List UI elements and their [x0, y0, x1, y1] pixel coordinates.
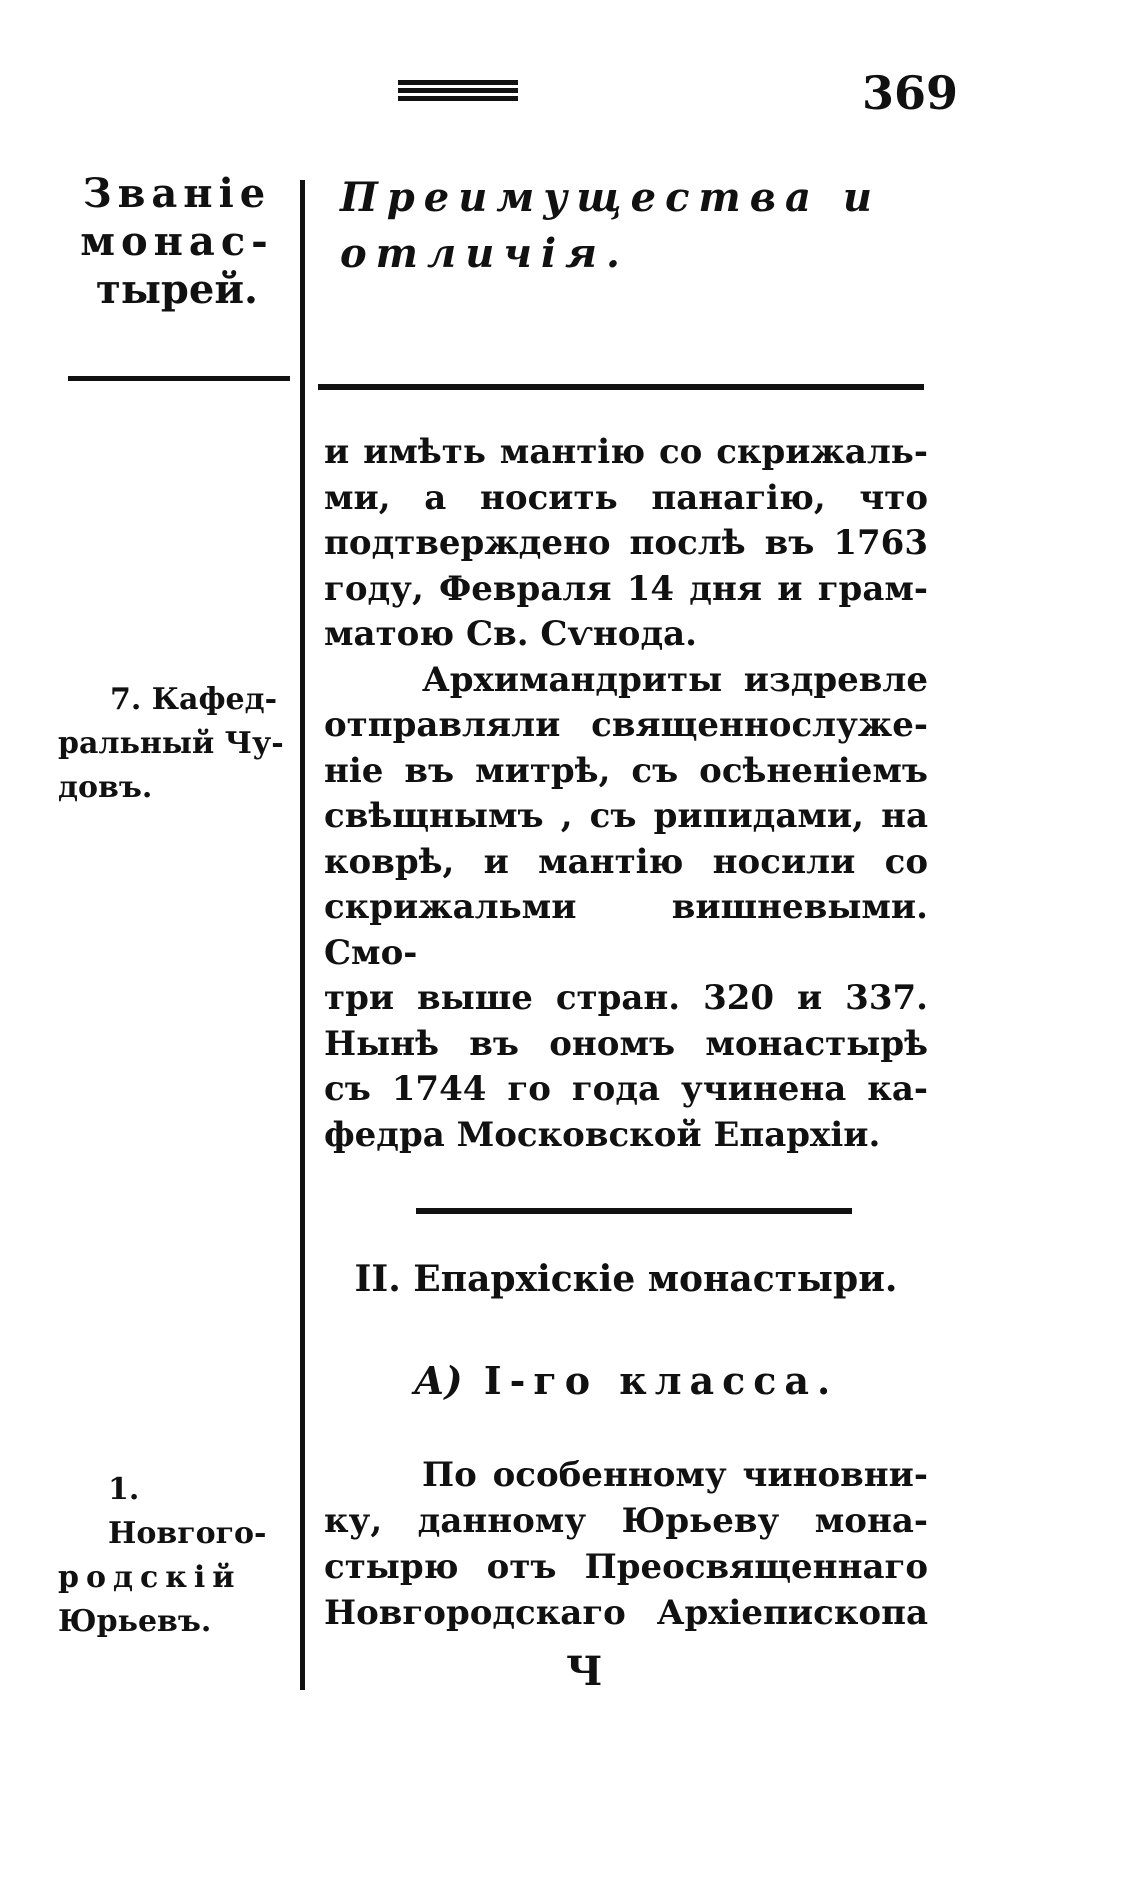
- text-line: скрижальми вишневыми. Смо-: [324, 887, 928, 973]
- text-line: ми, а носить панагію, что: [324, 477, 928, 518]
- text-line: свѣщнымъ , съ рипидами, на: [324, 796, 928, 836]
- text-line: съ 1744 го года учинена ка-: [324, 1069, 928, 1109]
- text-line: Новгородскаго Архіепископа: [324, 1593, 928, 1633]
- text-line: ніе въ митрѣ, съ осѣненіемъ: [324, 750, 928, 791]
- text-line: и имѣть мантію со скрижаль-: [324, 432, 928, 472]
- text-line: три выше стран. 320 и 337.: [324, 978, 928, 1018]
- left-header-line-2: монас-: [80, 218, 274, 265]
- right-header-line-2: отличія.: [340, 230, 629, 277]
- subsection-letter: А): [413, 1358, 463, 1403]
- left-header-rule: [68, 376, 290, 381]
- right-column-header: [340, 170, 940, 282]
- margin-entry-yuriev: [58, 1468, 290, 1644]
- text-line: коврѣ, и мантію носили со: [324, 841, 928, 882]
- margin-line: 1. Новгого-: [108, 1472, 267, 1551]
- catchword: Ч: [566, 1648, 603, 1695]
- right-header-rule: [318, 384, 924, 390]
- paragraph-continuation: [324, 430, 928, 658]
- left-column-header: [62, 170, 292, 314]
- text-line: стырю отъ Преосвященнаго: [324, 1547, 928, 1587]
- column-divider: [300, 180, 305, 1690]
- text-line: федра Московской Епархіи.: [324, 1114, 881, 1155]
- section-divider-rule: [416, 1208, 852, 1214]
- right-header-line-1: Преимущества и: [340, 174, 881, 221]
- body-text-top: [324, 430, 928, 1158]
- text-line: ку, данному Юрьеву мона-: [324, 1501, 928, 1541]
- section-title: II. Епархіскіе монастыри.: [354, 1258, 898, 1300]
- text-line: Архимандриты издревле: [422, 659, 928, 700]
- margin-line: довъ.: [58, 770, 153, 805]
- subsection-label: I-го класса.: [483, 1358, 839, 1403]
- text-line: году, Февраля 14 дня и грам-: [324, 568, 928, 609]
- subsection-title: [324, 1358, 928, 1403]
- left-header-line-1: Званіе: [82, 170, 272, 217]
- left-header-line-3: тырей.: [96, 266, 258, 313]
- text-line: Нынѣ въ ономъ монастырѣ: [324, 1023, 928, 1064]
- text-line: отправляли священнослуже-: [324, 705, 928, 745]
- margin-entry-chudov: [58, 678, 290, 810]
- margin-line: Юрьевъ.: [58, 1604, 212, 1639]
- margin-line: 7. Кафед-: [110, 682, 278, 717]
- header-ornament-rule: [398, 80, 518, 102]
- paragraph-archimandrites: [324, 658, 928, 1159]
- page-number: 369: [862, 66, 959, 120]
- margin-line: ральный Чу-: [58, 726, 284, 761]
- text-line: По особенному чиновни-: [422, 1455, 928, 1495]
- margin-line: родскій: [58, 1560, 242, 1595]
- text-line: подтверждено послѣ въ 1763: [324, 523, 928, 563]
- text-line: матою Св. Сѵнода.: [324, 614, 697, 654]
- body-text-bottom: [324, 1452, 928, 1636]
